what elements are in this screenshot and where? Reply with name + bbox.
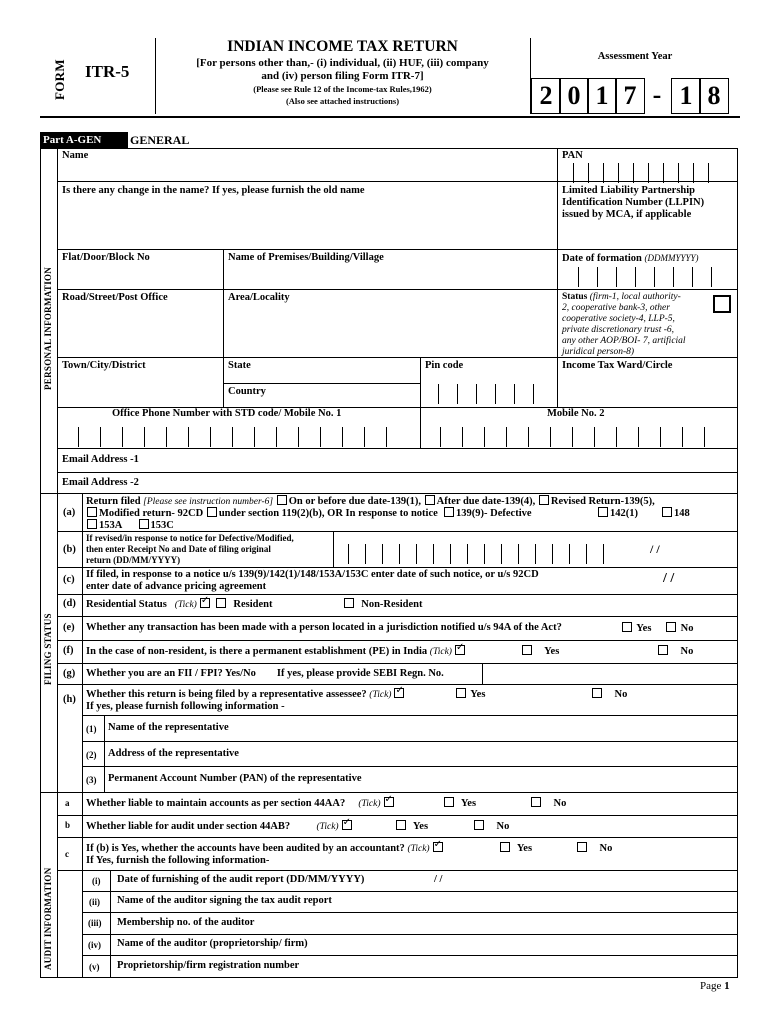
filing-b-text-2: then enter Receipt No and Date of filing original — [86, 544, 271, 554]
filing-c-label: (c) — [63, 574, 75, 585]
filing-c-text-1: If filed, in response to a notice u/s 139(9)/142(1)/148/153A/153C enter date of such notice, or u/s 92CD — [86, 569, 539, 580]
name-label: Name — [62, 150, 89, 161]
audit-report-date[interactable]: / / — [434, 874, 443, 885]
ay-digit: 7 — [615, 78, 645, 114]
tick-icon — [455, 645, 465, 655]
filing-d-label: (d) — [63, 598, 76, 609]
checkbox-pe-no[interactable] — [658, 645, 668, 655]
membership-no-label: Membership no. of the auditor — [117, 917, 255, 928]
checkbox-rep-no[interactable] — [592, 688, 602, 698]
status-checkbox[interactable] — [713, 295, 731, 313]
ay-digit: 8 — [699, 78, 729, 114]
dof-boxes[interactable] — [578, 267, 718, 287]
form-note-2: (Also see attached instructions) — [285, 96, 400, 106]
ay-digit: 1 — [671, 78, 701, 114]
form-number: ITR-5 — [85, 62, 130, 81]
checkbox-audited-yes[interactable] — [500, 842, 510, 852]
checkbox-119[interactable] — [207, 507, 217, 517]
rep-3-label: (3) — [86, 775, 97, 785]
form-word: FORM — [52, 59, 67, 100]
filing-b-text-3: return (DD/MM/YYYY) — [86, 555, 181, 565]
country-label: Country — [228, 386, 266, 397]
checkbox-revised[interactable] — [539, 495, 549, 505]
status-note: Status (firm-1, local authority- 2, cooperative bank-3, other cooperative society-4, LLP-5, private discretionary trust -6, any other AOP/BOI- 7, artificial juridical person-8) — [562, 292, 686, 357]
premises-label: Name of Premises/Building/Village — [228, 252, 384, 263]
filing-g-label: (g) — [63, 668, 76, 679]
personal-info-side-label: PERSONAL INFORMATION — [43, 266, 53, 390]
tick-icon — [433, 842, 443, 852]
checkbox-142[interactable] — [598, 507, 608, 517]
audit-i-label: (i) — [92, 876, 101, 886]
filing-status-side-label: FILING STATUS — [43, 613, 53, 685]
audit-b-label: b — [65, 820, 71, 830]
ay-digit: - — [652, 80, 662, 109]
phone-boxes[interactable] — [78, 427, 418, 447]
ay-digit: 2 — [531, 78, 561, 114]
pan-boxes[interactable] — [573, 163, 723, 183]
audit-iv-label: (iv) — [88, 940, 101, 950]
tick-icon — [342, 820, 352, 830]
filing-b-date[interactable]: / / — [650, 542, 660, 556]
phone-label: Office Phone Number with STD code/ Mobile No. 1 — [112, 408, 342, 419]
ward-label: Income Tax Ward/Circle — [562, 360, 673, 371]
rep-2-label: (2) — [86, 750, 97, 760]
audit-iii-label: (iii) — [88, 918, 102, 928]
part-name: GENERAL — [130, 133, 190, 147]
rep-pan-label: Permanent Account Number (PAN) of the representative — [108, 773, 362, 784]
rep-name-label: Name of the representative — [108, 722, 229, 733]
checkbox-94a-no[interactable] — [666, 622, 676, 632]
town-label: Town/City/District — [62, 360, 146, 371]
checkbox-139-9[interactable] — [444, 507, 454, 517]
audit-ii-label: (ii) — [89, 897, 100, 907]
audit-report-date-label: Date of furnishing of the audit report (DD/MM/YYYY) — [117, 874, 365, 885]
llpin-label-3: issued by MCA, if applicable — [562, 209, 692, 220]
auditor-firm-label: Name of the auditor (proprietorship/ firm) — [117, 938, 308, 949]
audit-a-label: a — [65, 798, 70, 808]
audit-info-side-label: AUDIT INFORMATION — [43, 867, 53, 970]
filing-c-text-2: enter date of advance pricing agreement — [86, 581, 267, 592]
rep-1-label: (1) — [86, 724, 97, 734]
audit-c-label: c — [65, 849, 69, 859]
firm-reg-label: Proprietorship/firm registration number — [117, 960, 300, 971]
checkbox-148[interactable] — [662, 507, 672, 517]
filing-e-text: Whether any transaction has been made with a person located in a jurisdiction notified u/s 94A of the Act? — [86, 622, 562, 633]
pan-label: PAN — [562, 150, 583, 161]
filing-f-label: (f) — [63, 645, 74, 656]
ay-digit: 0 — [559, 78, 589, 114]
checkbox-on-before-due[interactable] — [277, 495, 287, 505]
form-subtitle-2: and (iv) person filing Form ITR-7] — [261, 70, 424, 82]
checkbox-resident[interactable] — [216, 598, 226, 608]
tick-icon — [384, 797, 394, 807]
checkbox-after-due[interactable] — [425, 495, 435, 505]
page-number: Page 1 — [700, 980, 730, 992]
tick-icon — [394, 688, 404, 698]
checkbox-non-resident[interactable] — [344, 598, 354, 608]
receipt-no-boxes[interactable] — [348, 544, 613, 564]
checkbox-44ab-yes[interactable] — [396, 820, 406, 830]
mobile2-label: Mobile No. 2 — [547, 408, 605, 419]
pin-label: Pin code — [425, 360, 464, 371]
checkbox-153a[interactable] — [87, 519, 97, 529]
audit-c-text-2: If Yes, furnish the following information- — [86, 855, 270, 866]
flat-label: Flat/Door/Block No — [62, 252, 150, 263]
tick-icon — [200, 598, 210, 608]
checkbox-44aa-yes[interactable] — [444, 797, 454, 807]
state-label: State — [228, 360, 251, 371]
filing-e-label: (e) — [63, 622, 75, 633]
part-tag: Part A-GEN — [40, 132, 128, 148]
checkbox-44aa-no[interactable] — [531, 797, 541, 807]
auditor-name-label: Name of the auditor signing the tax audit report — [117, 895, 332, 906]
email1-label: Email Address -1 — [62, 454, 139, 465]
checkbox-44ab-no[interactable] — [474, 820, 484, 830]
filing-b-label: (b) — [63, 544, 76, 555]
filing-c-date[interactable]: / / — [663, 571, 675, 586]
assessment-year-label: Assessment Year — [597, 51, 673, 62]
filing-h-label: (h) — [63, 694, 76, 705]
checkbox-153c[interactable] — [139, 519, 149, 529]
checkbox-pe-yes[interactable] — [522, 645, 532, 655]
rep-address-label: Address of the representative — [108, 748, 239, 759]
form-title: INDIAN INCOME TAX RETURN — [227, 38, 458, 55]
road-label: Road/Street/Post Office — [62, 292, 168, 303]
llpin-label-2: Identification Number (LLPIN) — [562, 197, 705, 208]
audit-v-label: (v) — [89, 962, 100, 972]
pin-boxes[interactable] — [438, 384, 548, 404]
filing-b-text-1: If revised/in response to notice for Defective/Modified, — [86, 533, 294, 543]
dof-label: Date of formation (DDMMYYYY) — [562, 253, 699, 264]
name-change-label: Is there any change in the name? If yes, please furnish the old name — [62, 185, 365, 196]
checkbox-modified[interactable] — [87, 507, 97, 517]
checkbox-94a-yes[interactable] — [622, 622, 632, 632]
form-note-1: (Please see Rule 12 of the Income-tax Rules,1962) — [253, 84, 432, 94]
ay-digit: 1 — [587, 78, 617, 114]
mobile2-boxes[interactable] — [440, 427, 735, 447]
email2-label: Email Address -2 — [62, 477, 139, 488]
checkbox-rep-yes[interactable] — [456, 688, 466, 698]
checkbox-audited-no[interactable] — [577, 842, 587, 852]
filing-a-label: (a) — [63, 507, 76, 518]
filing-h-text-2: If yes, please furnish following information - — [86, 701, 285, 712]
area-label: Area/Locality — [228, 292, 290, 303]
llpin-label-1: Limited Liability Partnership — [562, 185, 696, 196]
form-subtitle-1: [For persons other than,- (i) individual, (ii) HUF, (iii) company — [196, 57, 489, 69]
